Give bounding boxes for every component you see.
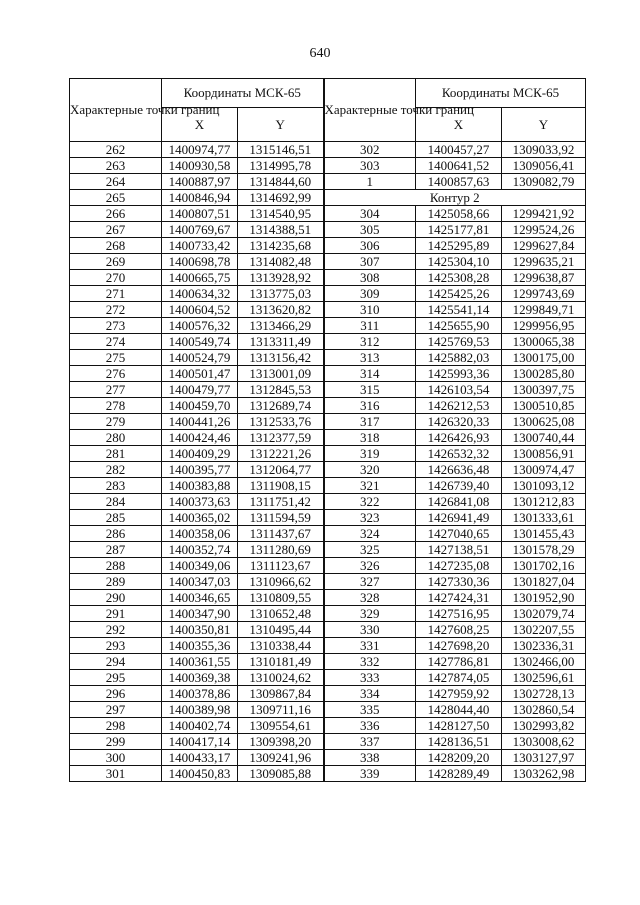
y-coordinate-cell: 1310338,44 xyxy=(238,638,324,654)
x-coordinate-cell: 1425425,26 xyxy=(416,286,502,302)
table-row xyxy=(70,590,586,606)
table-row xyxy=(70,430,586,446)
x-coordinate-cell: 1426636,48 xyxy=(416,462,502,478)
x-coordinate-cell: 1400846,94 xyxy=(162,190,238,206)
y-coordinate-cell: 1309398,20 xyxy=(238,734,324,750)
table-row xyxy=(70,446,586,462)
y-coordinate-cell: 1313620,82 xyxy=(238,302,324,318)
point-number-cell: 291 xyxy=(70,606,162,622)
y-coordinate-cell: 1301212,83 xyxy=(502,494,586,510)
x-coordinate-cell: 1400365,02 xyxy=(162,510,238,526)
point-number-cell: 288 xyxy=(70,558,162,574)
y-coordinate-cell: 1314388,51 xyxy=(238,222,324,238)
x-coordinate-cell: 1400355,36 xyxy=(162,638,238,654)
point-number-cell: 301 xyxy=(70,766,162,782)
x-coordinate-cell: 1400634,32 xyxy=(162,286,238,302)
point-number-cell: 278 xyxy=(70,398,162,414)
y-coordinate-cell: 1299635,21 xyxy=(502,254,586,270)
table-row xyxy=(70,494,586,510)
point-number-cell: 317 xyxy=(324,414,416,430)
point-number-cell: 281 xyxy=(70,446,162,462)
point-number-cell: 303 xyxy=(324,158,416,174)
point-number-cell: 294 xyxy=(70,654,162,670)
y-coordinate-cell: 1301455,43 xyxy=(502,526,586,542)
x-coordinate-cell: 1400409,29 xyxy=(162,446,238,462)
point-number-cell: 309 xyxy=(324,286,416,302)
x-coordinate-cell: 1400395,77 xyxy=(162,462,238,478)
point-number-cell: 323 xyxy=(324,510,416,526)
table-row xyxy=(70,398,586,414)
y-coordinate-cell: 1314235,68 xyxy=(238,238,324,254)
x-coordinate-cell: 1400524,79 xyxy=(162,350,238,366)
y-coordinate-cell: 1301093,12 xyxy=(502,478,586,494)
table-row xyxy=(70,174,586,190)
x-coordinate-cell: 1425308,28 xyxy=(416,270,502,286)
x-coordinate-cell: 1400383,88 xyxy=(162,478,238,494)
x-coordinate-cell: 1425295,89 xyxy=(416,238,502,254)
y-coordinate-cell: 1302860,54 xyxy=(502,702,586,718)
x-coordinate-cell: 1400441,26 xyxy=(162,414,238,430)
point-number-cell: 307 xyxy=(324,254,416,270)
point-number-cell: 296 xyxy=(70,686,162,702)
point-number-cell: 338 xyxy=(324,750,416,766)
point-number-cell: 270 xyxy=(70,270,162,286)
table-row xyxy=(70,766,586,782)
table-row xyxy=(70,718,586,734)
point-number-cell: 328 xyxy=(324,590,416,606)
x-coordinate-cell: 1400373,63 xyxy=(162,494,238,510)
header-x-right: X xyxy=(416,108,502,142)
x-coordinate-cell: 1426103,54 xyxy=(416,382,502,398)
x-coordinate-cell: 1400350,81 xyxy=(162,622,238,638)
x-coordinate-cell: 1425655,90 xyxy=(416,318,502,334)
y-coordinate-cell: 1299638,87 xyxy=(502,270,586,286)
point-number-cell: 308 xyxy=(324,270,416,286)
y-coordinate-cell: 1313001,09 xyxy=(238,366,324,382)
header-y-left: Y xyxy=(238,108,324,142)
x-coordinate-cell: 1426941,49 xyxy=(416,510,502,526)
y-coordinate-cell: 1310652,48 xyxy=(238,606,324,622)
x-coordinate-cell: 1400349,06 xyxy=(162,558,238,574)
x-coordinate-cell: 1428209,20 xyxy=(416,750,502,766)
y-coordinate-cell: 1301578,29 xyxy=(502,542,586,558)
point-number-cell: 272 xyxy=(70,302,162,318)
table-body xyxy=(70,142,586,782)
table-row xyxy=(70,638,586,654)
y-coordinate-cell: 1313466,29 xyxy=(238,318,324,334)
y-coordinate-cell: 1302993,82 xyxy=(502,718,586,734)
table-row xyxy=(70,318,586,334)
y-coordinate-cell: 1300740,44 xyxy=(502,430,586,446)
x-coordinate-cell: 1400417,14 xyxy=(162,734,238,750)
x-coordinate-cell: 1400733,42 xyxy=(162,238,238,254)
point-number-cell: 335 xyxy=(324,702,416,718)
point-number-cell: 311 xyxy=(324,318,416,334)
point-number-cell: 306 xyxy=(324,238,416,254)
table-row xyxy=(70,190,586,206)
y-coordinate-cell: 1312689,74 xyxy=(238,398,324,414)
table-row xyxy=(70,558,586,574)
x-coordinate-cell: 1427959,92 xyxy=(416,686,502,702)
table-row xyxy=(70,734,586,750)
point-number-cell: 316 xyxy=(324,398,416,414)
x-coordinate-cell: 1427874,05 xyxy=(416,670,502,686)
point-number-cell: 312 xyxy=(324,334,416,350)
x-coordinate-cell: 1425769,53 xyxy=(416,334,502,350)
y-coordinate-cell: 1299956,95 xyxy=(502,318,586,334)
header-points-right: Характерные точки границ xyxy=(324,79,416,142)
x-coordinate-cell: 1427138,51 xyxy=(416,542,502,558)
y-coordinate-cell: 1309241,96 xyxy=(238,750,324,766)
point-number-cell: 304 xyxy=(324,206,416,222)
point-number-cell: 297 xyxy=(70,702,162,718)
y-coordinate-cell: 1313156,42 xyxy=(238,350,324,366)
x-coordinate-cell: 1426532,32 xyxy=(416,446,502,462)
table-row xyxy=(70,510,586,526)
x-coordinate-cell: 1427516,95 xyxy=(416,606,502,622)
y-coordinate-cell: 1309554,61 xyxy=(238,718,324,734)
x-coordinate-cell: 1400433,17 xyxy=(162,750,238,766)
point-number-cell: 267 xyxy=(70,222,162,238)
x-coordinate-cell: 1400665,75 xyxy=(162,270,238,286)
x-coordinate-cell: 1400358,06 xyxy=(162,526,238,542)
point-number-cell: 286 xyxy=(70,526,162,542)
point-number-cell: 310 xyxy=(324,302,416,318)
y-coordinate-cell: 1310024,62 xyxy=(238,670,324,686)
point-number-cell: 282 xyxy=(70,462,162,478)
y-coordinate-cell: 1312533,76 xyxy=(238,414,324,430)
y-coordinate-cell: 1313928,92 xyxy=(238,270,324,286)
y-coordinate-cell: 1302207,55 xyxy=(502,622,586,638)
x-coordinate-cell: 1400641,52 xyxy=(416,158,502,174)
y-coordinate-cell: 1311280,69 xyxy=(238,542,324,558)
point-number-cell: 326 xyxy=(324,558,416,574)
y-coordinate-cell: 1300397,75 xyxy=(502,382,586,398)
y-coordinate-cell: 1309082,79 xyxy=(502,174,586,190)
y-coordinate-cell: 1314540,95 xyxy=(238,206,324,222)
header-x-left: X xyxy=(162,108,238,142)
point-number-cell: 325 xyxy=(324,542,416,558)
y-coordinate-cell: 1312845,53 xyxy=(238,382,324,398)
point-number-cell: 284 xyxy=(70,494,162,510)
point-number-cell: 1 xyxy=(324,174,416,190)
x-coordinate-cell: 1400857,63 xyxy=(416,174,502,190)
y-coordinate-cell: 1303262,98 xyxy=(502,766,586,782)
table-row xyxy=(70,622,586,638)
header-coords-left: Координаты МСК-65 xyxy=(162,79,324,108)
y-coordinate-cell: 1311751,42 xyxy=(238,494,324,510)
point-number-cell: 321 xyxy=(324,478,416,494)
x-coordinate-cell: 1400369,38 xyxy=(162,670,238,686)
table-row xyxy=(70,270,586,286)
header-coords-right: Координаты МСК-65 xyxy=(416,79,586,108)
point-number-cell: 305 xyxy=(324,222,416,238)
point-number-cell: 292 xyxy=(70,622,162,638)
x-coordinate-cell: 1427786,81 xyxy=(416,654,502,670)
table-row xyxy=(70,670,586,686)
y-coordinate-cell: 1303127,97 xyxy=(502,750,586,766)
y-coordinate-cell: 1299421,92 xyxy=(502,206,586,222)
table-row xyxy=(70,574,586,590)
x-coordinate-cell: 1425993,36 xyxy=(416,366,502,382)
x-coordinate-cell: 1400549,74 xyxy=(162,334,238,350)
header-points-left: Характерные точки границ xyxy=(70,79,162,142)
y-coordinate-cell: 1310181,49 xyxy=(238,654,324,670)
x-coordinate-cell: 1425882,03 xyxy=(416,350,502,366)
y-coordinate-cell: 1302466,00 xyxy=(502,654,586,670)
point-number-cell: 279 xyxy=(70,414,162,430)
point-number-cell: 329 xyxy=(324,606,416,622)
point-number-cell: 331 xyxy=(324,638,416,654)
y-coordinate-cell: 1313775,03 xyxy=(238,286,324,302)
contour-label: Контур 2 xyxy=(324,190,586,206)
coordinates-table xyxy=(69,78,586,782)
point-number-cell: 275 xyxy=(70,350,162,366)
table-row xyxy=(70,478,586,494)
point-number-cell: 265 xyxy=(70,190,162,206)
page-number: 640 xyxy=(309,46,331,61)
point-number-cell: 264 xyxy=(70,174,162,190)
y-coordinate-cell: 1310495,44 xyxy=(238,622,324,638)
point-number-cell: 271 xyxy=(70,286,162,302)
point-number-cell: 336 xyxy=(324,718,416,734)
table-row xyxy=(70,414,586,430)
y-coordinate-cell: 1311908,15 xyxy=(238,478,324,494)
point-number-cell: 299 xyxy=(70,734,162,750)
table-row xyxy=(70,158,586,174)
point-number-cell: 289 xyxy=(70,574,162,590)
y-coordinate-cell: 1311594,59 xyxy=(238,510,324,526)
table-row xyxy=(70,334,586,350)
y-coordinate-cell: 1302728,13 xyxy=(502,686,586,702)
x-coordinate-cell: 1400361,55 xyxy=(162,654,238,670)
y-coordinate-cell: 1299849,71 xyxy=(502,302,586,318)
x-coordinate-cell: 1400807,51 xyxy=(162,206,238,222)
table-row xyxy=(70,350,586,366)
point-number-cell: 295 xyxy=(70,670,162,686)
x-coordinate-cell: 1427235,08 xyxy=(416,558,502,574)
y-coordinate-cell: 1300510,85 xyxy=(502,398,586,414)
x-coordinate-cell: 1428289,49 xyxy=(416,766,502,782)
x-coordinate-cell: 1400604,52 xyxy=(162,302,238,318)
point-number-cell: 334 xyxy=(324,686,416,702)
point-number-cell: 276 xyxy=(70,366,162,382)
x-coordinate-cell: 1428127,50 xyxy=(416,718,502,734)
y-coordinate-cell: 1309033,92 xyxy=(502,142,586,158)
y-coordinate-cell: 1300065,38 xyxy=(502,334,586,350)
y-coordinate-cell: 1301827,04 xyxy=(502,574,586,590)
point-number-cell: 314 xyxy=(324,366,416,382)
point-number-cell: 322 xyxy=(324,494,416,510)
point-number-cell: 293 xyxy=(70,638,162,654)
point-number-cell: 268 xyxy=(70,238,162,254)
x-coordinate-cell: 1427698,20 xyxy=(416,638,502,654)
table-row xyxy=(70,462,586,478)
x-coordinate-cell: 1400576,32 xyxy=(162,318,238,334)
x-coordinate-cell: 1400698,78 xyxy=(162,254,238,270)
x-coordinate-cell: 1400347,03 xyxy=(162,574,238,590)
point-number-cell: 327 xyxy=(324,574,416,590)
table-row xyxy=(70,654,586,670)
y-coordinate-cell: 1302336,31 xyxy=(502,638,586,654)
x-coordinate-cell: 1428044,40 xyxy=(416,702,502,718)
x-coordinate-cell: 1400347,90 xyxy=(162,606,238,622)
x-coordinate-cell: 1400450,83 xyxy=(162,766,238,782)
x-coordinate-cell: 1426212,53 xyxy=(416,398,502,414)
y-coordinate-cell: 1299627,84 xyxy=(502,238,586,254)
table-row xyxy=(70,222,586,238)
y-coordinate-cell: 1310809,55 xyxy=(238,590,324,606)
x-coordinate-cell: 1426841,08 xyxy=(416,494,502,510)
y-coordinate-cell: 1314082,48 xyxy=(238,254,324,270)
x-coordinate-cell: 1425177,81 xyxy=(416,222,502,238)
y-coordinate-cell: 1315146,51 xyxy=(238,142,324,158)
y-coordinate-cell: 1312064,77 xyxy=(238,462,324,478)
x-coordinate-cell: 1425304,10 xyxy=(416,254,502,270)
x-coordinate-cell: 1400974,77 xyxy=(162,142,238,158)
table-row xyxy=(70,286,586,302)
x-coordinate-cell: 1425541,14 xyxy=(416,302,502,318)
x-coordinate-cell: 1400501,47 xyxy=(162,366,238,382)
y-coordinate-cell: 1311437,67 xyxy=(238,526,324,542)
y-coordinate-cell: 1300856,91 xyxy=(502,446,586,462)
y-coordinate-cell: 1303008,62 xyxy=(502,734,586,750)
table-row xyxy=(70,142,586,158)
x-coordinate-cell: 1426739,40 xyxy=(416,478,502,494)
table-row xyxy=(70,366,586,382)
x-coordinate-cell: 1427608,25 xyxy=(416,622,502,638)
table-row xyxy=(70,702,586,718)
x-coordinate-cell: 1400424,46 xyxy=(162,430,238,446)
y-coordinate-cell: 1311123,67 xyxy=(238,558,324,574)
y-coordinate-cell: 1300974,47 xyxy=(502,462,586,478)
x-coordinate-cell: 1400402,74 xyxy=(162,718,238,734)
x-coordinate-cell: 1425058,66 xyxy=(416,206,502,222)
point-number-cell: 318 xyxy=(324,430,416,446)
x-coordinate-cell: 1427424,31 xyxy=(416,590,502,606)
point-number-cell: 339 xyxy=(324,766,416,782)
point-number-cell: 273 xyxy=(70,318,162,334)
x-coordinate-cell: 1400378,86 xyxy=(162,686,238,702)
table-row xyxy=(70,750,586,766)
point-number-cell: 302 xyxy=(324,142,416,158)
table-row xyxy=(70,606,586,622)
point-number-cell: 319 xyxy=(324,446,416,462)
y-coordinate-cell: 1309867,84 xyxy=(238,686,324,702)
x-coordinate-cell: 1400346,65 xyxy=(162,590,238,606)
table-row xyxy=(70,382,586,398)
point-number-cell: 333 xyxy=(324,670,416,686)
y-coordinate-cell: 1310966,62 xyxy=(238,574,324,590)
y-coordinate-cell: 1313311,49 xyxy=(238,334,324,350)
point-number-cell: 285 xyxy=(70,510,162,526)
y-coordinate-cell: 1302596,61 xyxy=(502,670,586,686)
x-coordinate-cell: 1400459,70 xyxy=(162,398,238,414)
point-number-cell: 320 xyxy=(324,462,416,478)
y-coordinate-cell: 1301333,61 xyxy=(502,510,586,526)
y-coordinate-cell: 1301702,16 xyxy=(502,558,586,574)
table-row xyxy=(70,238,586,254)
x-coordinate-cell: 1427040,65 xyxy=(416,526,502,542)
x-coordinate-cell: 1400887,97 xyxy=(162,174,238,190)
point-number-cell: 324 xyxy=(324,526,416,542)
table-row xyxy=(70,686,586,702)
y-coordinate-cell: 1300175,00 xyxy=(502,350,586,366)
y-coordinate-cell: 1309056,41 xyxy=(502,158,586,174)
table-row xyxy=(70,542,586,558)
point-number-cell: 283 xyxy=(70,478,162,494)
x-coordinate-cell: 1426320,33 xyxy=(416,414,502,430)
point-number-cell: 332 xyxy=(324,654,416,670)
point-number-cell: 266 xyxy=(70,206,162,222)
y-coordinate-cell: 1300285,80 xyxy=(502,366,586,382)
y-coordinate-cell: 1309711,16 xyxy=(238,702,324,718)
y-coordinate-cell: 1299524,26 xyxy=(502,222,586,238)
y-coordinate-cell: 1302079,74 xyxy=(502,606,586,622)
point-number-cell: 280 xyxy=(70,430,162,446)
point-number-cell: 330 xyxy=(324,622,416,638)
x-coordinate-cell: 1428136,51 xyxy=(416,734,502,750)
point-number-cell: 315 xyxy=(324,382,416,398)
point-number-cell: 313 xyxy=(324,350,416,366)
point-number-cell: 263 xyxy=(70,158,162,174)
x-coordinate-cell: 1400930,58 xyxy=(162,158,238,174)
y-coordinate-cell: 1314692,99 xyxy=(238,190,324,206)
y-coordinate-cell: 1312221,26 xyxy=(238,446,324,462)
point-number-cell: 300 xyxy=(70,750,162,766)
point-number-cell: 262 xyxy=(70,142,162,158)
point-number-cell: 269 xyxy=(70,254,162,270)
point-number-cell: 337 xyxy=(324,734,416,750)
table-row xyxy=(70,302,586,318)
x-coordinate-cell: 1400352,74 xyxy=(162,542,238,558)
x-coordinate-cell: 1400389,98 xyxy=(162,702,238,718)
x-coordinate-cell: 1400769,67 xyxy=(162,222,238,238)
point-number-cell: 277 xyxy=(70,382,162,398)
header-y-right: Y xyxy=(502,108,586,142)
point-number-cell: 298 xyxy=(70,718,162,734)
point-number-cell: 287 xyxy=(70,542,162,558)
table-row xyxy=(70,254,586,270)
table-row xyxy=(70,206,586,222)
point-number-cell: 290 xyxy=(70,590,162,606)
x-coordinate-cell: 1400457,27 xyxy=(416,142,502,158)
point-number-cell: 274 xyxy=(70,334,162,350)
y-coordinate-cell: 1300625,08 xyxy=(502,414,586,430)
y-coordinate-cell: 1312377,59 xyxy=(238,430,324,446)
y-coordinate-cell: 1314844,60 xyxy=(238,174,324,190)
y-coordinate-cell: 1314995,78 xyxy=(238,158,324,174)
x-coordinate-cell: 1426426,93 xyxy=(416,430,502,446)
y-coordinate-cell: 1301952,90 xyxy=(502,590,586,606)
y-coordinate-cell: 1299743,69 xyxy=(502,286,586,302)
table-row xyxy=(70,526,586,542)
x-coordinate-cell: 1427330,36 xyxy=(416,574,502,590)
y-coordinate-cell: 1309085,88 xyxy=(238,766,324,782)
x-coordinate-cell: 1400479,77 xyxy=(162,382,238,398)
